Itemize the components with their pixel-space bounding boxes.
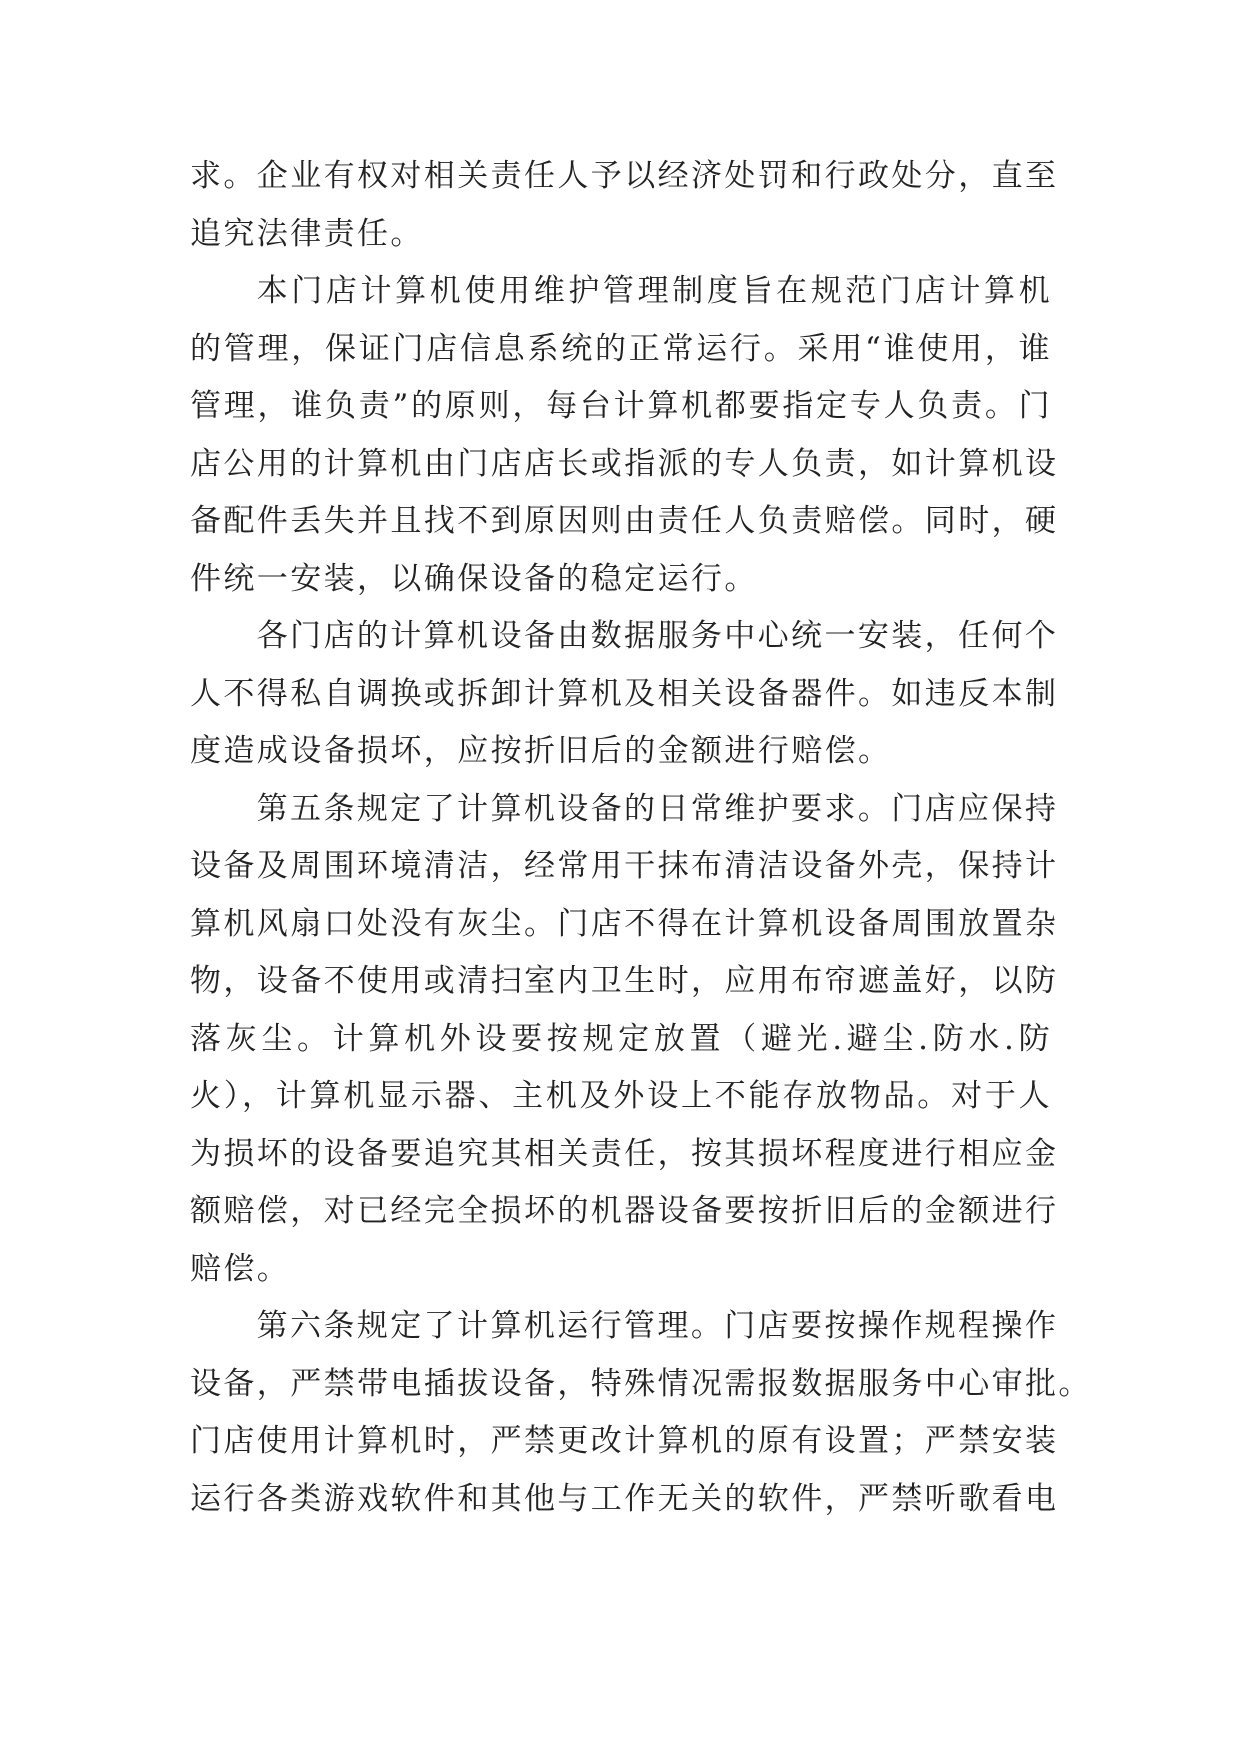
text-line: 设备及周围环境清洁，经常用干抹布清洁设备外壳，保持计 — [190, 848, 1059, 884]
text-line: 度造成设备损坏，应按折旧后的金额进行赔偿。 — [190, 733, 892, 769]
text-line: 件统一安装，以确保设备的稳定运行。 — [190, 560, 758, 597]
text-line: 赔偿。 — [190, 1250, 291, 1287]
paragraph-4 — [190, 781, 1059, 1299]
text-line: 第六条规定了计算机运行管理。门店要按操作规程操作 — [256, 1308, 1059, 1344]
text-line: 追究法律责任。 — [190, 215, 424, 252]
text-line: 为损坏的设备要追究其相关责任，按其损坏程度进行相应金 — [190, 1135, 1059, 1172]
text-line: 求。企业有权对相关责任人予以经济处罚和行政处分，直至 — [190, 158, 1059, 194]
text-line: 第五条规定了计算机设备的日常维护要求。门店应保持 — [256, 790, 1059, 827]
text-line: 落灰尘。计算机外设要按规定放置（避光.避尘.防水.防 — [190, 1020, 1052, 1057]
text-line: 人不得私自调换或拆卸计算机及相关设备器件。如违反本制 — [190, 675, 1059, 712]
text-line: 物，设备不使用或清扫室内卫生时，应用布帘遮盖好，以防 — [190, 963, 1059, 999]
text-line: 运行各类游戏软件和其他与工作无关的软件，严禁听歌看电 — [190, 1480, 1059, 1517]
text-line: 设备，严禁带电插拔设备，特殊情况需报数据服务中心审批。 — [190, 1365, 1092, 1402]
paragraph-5 — [190, 1298, 1092, 1528]
paragraph-1 — [190, 148, 1059, 263]
text-line: 的管理，保证门店信息系统的正常运行。采用“谁使用，谁 — [190, 330, 1052, 367]
text-line: 额赔偿，对已经完全损坏的机器设备要按折旧后的金额进行 — [190, 1193, 1059, 1229]
text-line: 店公用的计算机由门店店长或指派的专人负责，如计算机设 — [190, 445, 1059, 482]
document-body — [190, 148, 1092, 1528]
paragraph-3 — [190, 608, 1059, 781]
text-line: 各门店的计算机设备由数据服务中心统一安装，任何个 — [256, 618, 1059, 654]
text-line: 门店使用计算机时，严禁更改计算机的原有设置；严禁安装 — [190, 1423, 1059, 1459]
text-line: 本门店计算机使用维护管理制度旨在规范门店计算机 — [256, 273, 1052, 309]
text-line: 管理，谁负责”的原则，每台计算机都要指定专人负责。门 — [190, 388, 1052, 424]
text-line: 火），计算机显示器、主机及外设上不能存放物品。对于人 — [190, 1078, 1052, 1114]
paragraph-2 — [190, 263, 1059, 608]
text-line: 算机风扇口处没有灰尘。门店不得在计算机设备周围放置杂 — [190, 905, 1059, 942]
text-line: 备配件丢失并且找不到原因则由责任人负责赔偿。同时，硬 — [190, 503, 1059, 539]
